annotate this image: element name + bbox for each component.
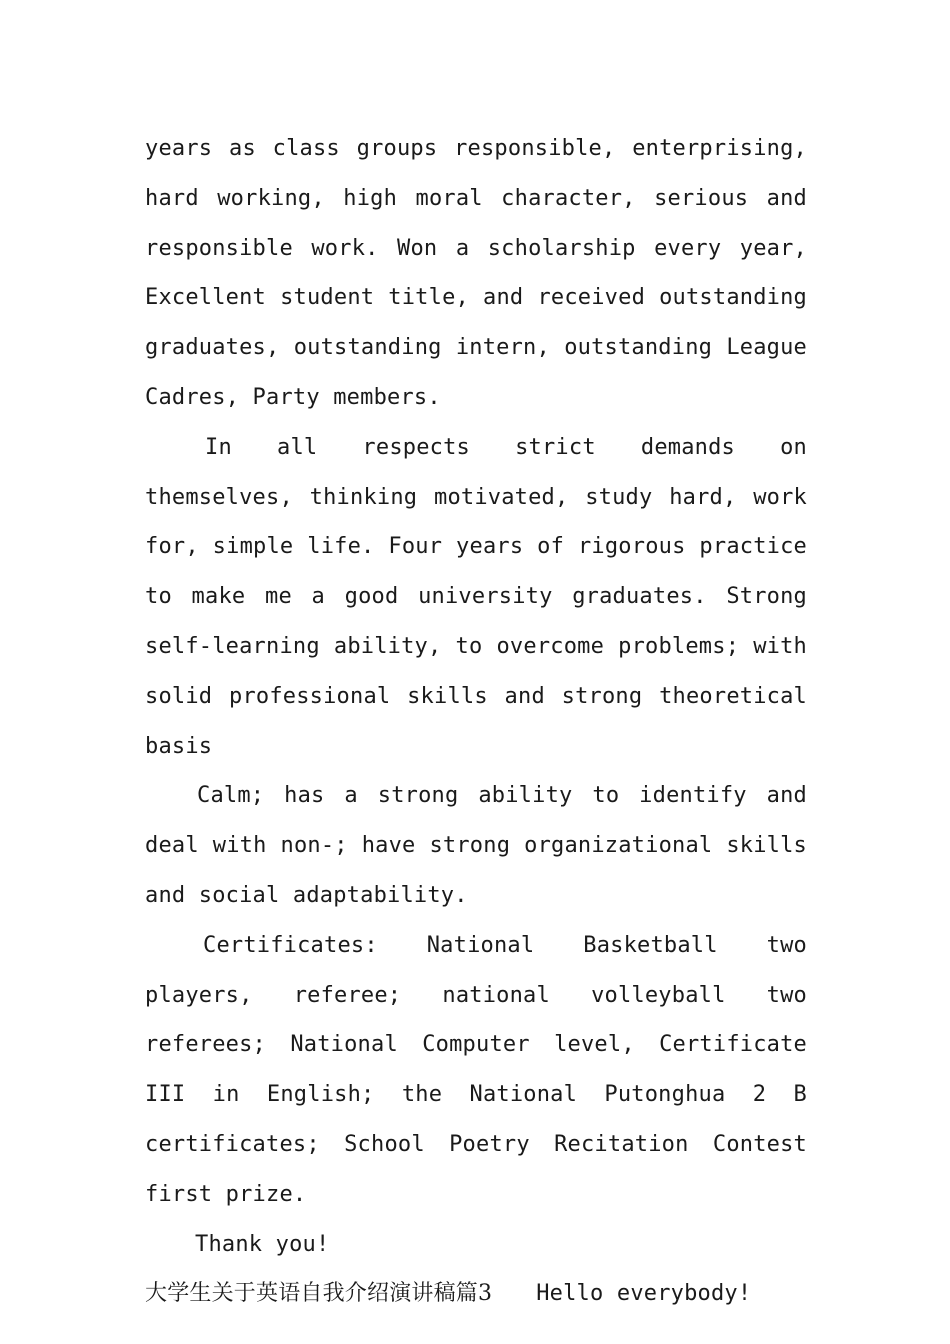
document-body [145,124,807,1319]
paragraph-abilities: Calm; has a strong ability to identify and deal with non-; have strong organizational skills and social adaptability. [145,783,807,908]
paragraph-thanks: Thank you! [195,1231,330,1257]
section-heading [145,1269,807,1319]
paragraph-self-demands: In all respects strict demands on themselves, thinking motivated, study hard, work for, simple life. Four years of rigorous practice to make me a good university graduates. Strong self-learning ability, to overcome problems; with solid professional skills and strong theoretical basis [145,434,807,759]
section-title: 大学生关于英语自我介绍演讲稿篇3 [145,1281,493,1307]
paragraph-certificates: Certificates: National Basketball two players, referee; national volleyball two referees; National Computer level, Certificate III in English; the National Putonghua 2 B certificates; School Poetry Recitation Contest first prize. [145,932,807,1207]
section-greeting: Hello everybody! [536,1281,752,1307]
paragraph-honors: years as class groups responsible, enterprising, hard working, high moral character, serious and responsible work. Won a scholarship every year, Excellent student title, and received outstanding graduates, outstanding intern, outstanding League Cadres, Party members. [145,136,807,410]
